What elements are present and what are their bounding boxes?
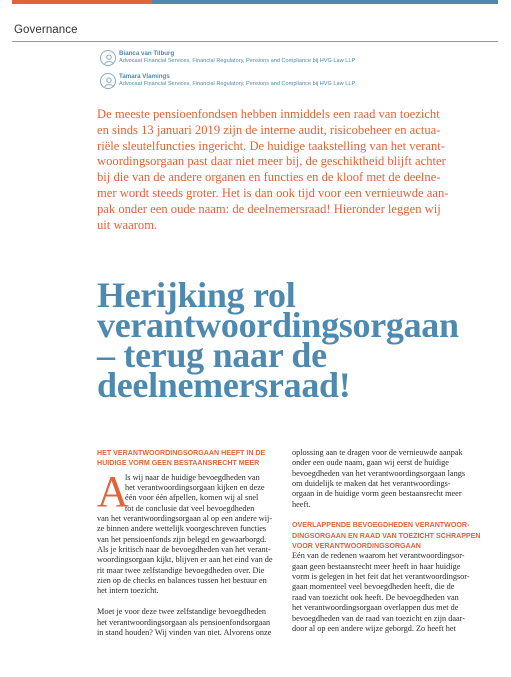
subheading-line: HET VERANTWOORDINGSORGAAN HEEFT IN DE xyxy=(97,449,266,457)
intro-line: mer wordt steeds groter. Het is dan ook tijd voor een vernieuwde aan- xyxy=(97,185,449,200)
top-accent-bar-orange xyxy=(12,0,152,4)
body-line: bevoegdheden van het verantwoordingsorgaan langs xyxy=(292,468,466,478)
person-icon xyxy=(100,73,116,89)
body-line: ze binnen andere wettelijk voorgeschreven functies xyxy=(97,524,267,534)
body-line: van het pensioenfonds zijn belegd en gewaarborgd. xyxy=(97,534,267,544)
intro-paragraph xyxy=(97,107,499,233)
body-line: rit maar twee zelfstandige bevoegdheden over. Die xyxy=(97,565,265,575)
intro-line: bij die van de andere organen en functies en de kloof met de deelne- xyxy=(97,170,441,185)
body-line: vorm is gelegen in het feit dat het verantwoordingsor- xyxy=(292,572,470,582)
body-line: raad van toezicht ook heeft. De bevoegdheden van xyxy=(292,592,459,602)
subheading-line: HUIDIGE VORM GEEN BESTAANSRECHT MEER xyxy=(97,459,260,468)
intro-line: riële sleutelfuncties ingericht. De huidige taakstelling van het verant- xyxy=(97,138,445,153)
body-line: Eén van de redenen waarom het verantwoordingsor- xyxy=(292,551,465,561)
headline-line: deelnemersraad! xyxy=(97,365,351,405)
intro-line: pak onder een oude naam: de deelnemersraad! Hieronder leggen wij xyxy=(97,201,441,216)
body-line: door al op een andere wijze geborgd. Zo heeft het xyxy=(292,623,456,633)
right-subheading xyxy=(292,520,497,551)
author-role: Advocaat Financial Services, Financial Regulatory, Pensions and Compliance bij HVG Law LLP xyxy=(119,58,356,64)
author-role: Advocaat Financial Services, Financial Regulatory, Pensions and Compliance bij HVG Law LLP xyxy=(119,81,356,87)
spacer xyxy=(97,597,292,607)
top-accent-bar xyxy=(12,0,498,4)
body-line: Moet je voor deze twee zelfstandige bevoegdheden xyxy=(97,607,267,617)
body-line: zien op de checks en balances tussen het bestuur en xyxy=(97,576,267,586)
article-headline xyxy=(97,275,502,405)
body-line: woordingsorgaan kijkt, blijven er aan het eind van de xyxy=(97,555,273,565)
body-line: gaan momenteel veel bevoegdheden heeft, die de xyxy=(292,582,455,592)
body-line: tot de conclusie dat veel bevoegdheden xyxy=(125,503,255,513)
body-line: Als je kritisch naar de bevoegdheden van het verant- xyxy=(97,545,271,555)
subheading-line: DINGSORGAAN EN RAAD VAN TOEZICHT SCHRAPPEN xyxy=(292,531,481,540)
intro-line: uit waarom. xyxy=(97,217,158,232)
body-line: heeft. xyxy=(292,499,311,509)
person-icon xyxy=(100,50,116,66)
body-line: ls wij naar de huidige bevoegdheden van xyxy=(125,472,260,482)
body-line: onder een oude naam, gaan wij eerst de huidige xyxy=(292,458,449,468)
body-line: orgaan in de huidige vorm geen bestaansrecht meer xyxy=(292,489,462,499)
top-accent-bar-blue xyxy=(152,0,498,4)
headline-line: verantwoordingsorgaan xyxy=(97,305,459,345)
body-line: gaan geen bestaansrecht meer heeft in haar huidige xyxy=(292,561,461,571)
left-column xyxy=(97,448,292,638)
drop-cap: A xyxy=(97,467,129,516)
subheading-line: OVERLAPPENDE BEVOEGDHEDEN VERANTWOOR- xyxy=(292,521,470,530)
spacer xyxy=(292,510,497,520)
author-name: Bianca van Tilburg xyxy=(119,50,175,57)
headline-line: – terug naar de xyxy=(97,335,327,375)
body-line: oplossing aan te dragen voor de vernieuwde aanpak xyxy=(292,448,463,457)
subheading-line: VOOR VERANTWOORDINGSORGAAN xyxy=(292,542,421,551)
header-divider xyxy=(12,41,498,42)
left-subheading xyxy=(97,448,292,469)
body-line: het verantwoordingsorgaan kijken en deze xyxy=(125,483,265,493)
intro-line: en sinds 13 januari 2019 zijn de interne audit, risicobeheer en actua- xyxy=(97,122,441,137)
body-line: van het verantwoordingsorgaan al op een andere wij- xyxy=(97,514,273,524)
body-line: één voor één afpellen, komen wij al snel xyxy=(125,493,259,503)
body-line: bevoegdheden van de raad van toezicht en zijn daar- xyxy=(292,613,466,623)
right-column xyxy=(292,448,497,634)
body-line: het verantwoordingsorgaan overlappen dus met de xyxy=(292,603,459,613)
body-line: het verantwoordingsorgaan als pensioenfondsorgaan xyxy=(97,617,271,627)
section-label: Governance xyxy=(14,24,78,36)
body-line: in stand houden? Wij vinden van niet. Alvorens onze xyxy=(97,627,272,637)
body-line: om duidelijk te maken dat het verantwoordings- xyxy=(292,479,451,489)
intro-line: woordingsorgaan past daar niet meer bij, de geschiktheid blijft achter xyxy=(97,154,446,169)
headline-line: Herijking rol xyxy=(97,275,296,315)
body-line: het intern toezicht. xyxy=(97,586,159,596)
intro-line: De meeste pensioenfondsen hebben inmiddels een raad van toezicht xyxy=(97,107,440,121)
author-name: Tamara Vlamings xyxy=(119,73,170,80)
